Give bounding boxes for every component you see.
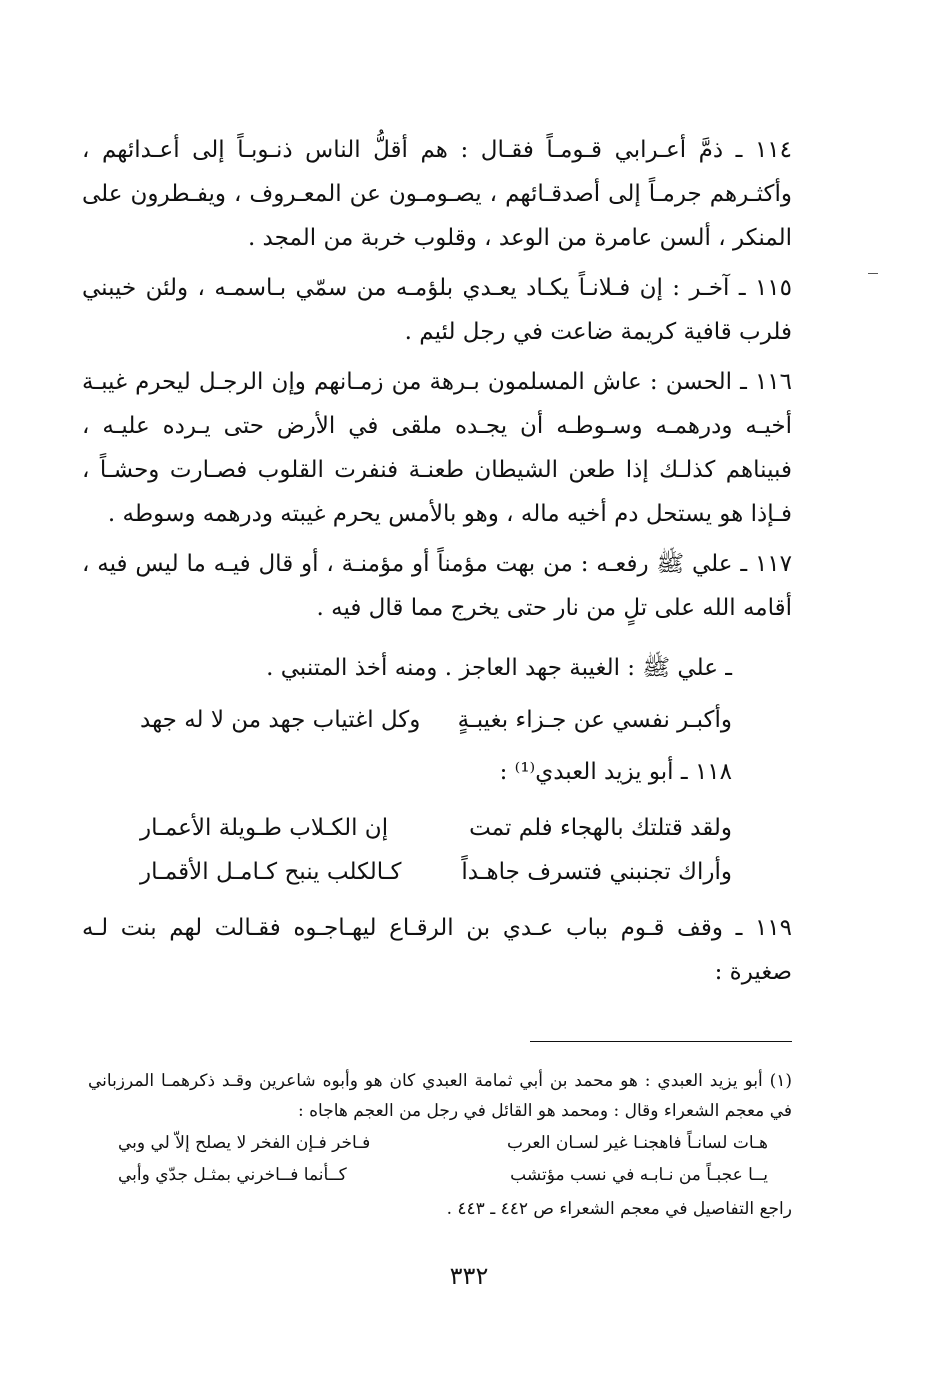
footnote-divider [530,1041,792,1042]
entry-117: ١١٧ ـ علي ﷺ رفعـه : من بهت مؤمناً أو مؤمنـة ، أو قال فيـه ما ليس فيه ، أقامه الله على تلٍ من نار حتى يخرج مما قال فيه . [82,551,792,621]
footnote-hemistich-right: يــا عجبـاً من نـابـه في نسب مؤتشب [510,1165,768,1185]
entry-114: ١١٤ ـ ذمَّ أعـرابي قـومـاً فقـال : هم أقلُّ الناس ذنـوبـاً إلى أعـدائهم ، وأكثـرهم جرمـاً إلى أصدقـائهم ، يصـومـون عن المعـروف ، ويفـطرون على المنكر ، ألسن عامرة من الوعد ، وقلوب خربة من المجد . [82,137,792,251]
entry-116: ١١٦ ـ الحسن : عاش المسلمون بـرهة من زمـانهم وإن الرجـل ليحرم غيبـة أخيـه ودرهمـه وسـوطـه أن يجـده ملقى في الأرض حتى يـرده عليـه ، فبيناهم كذلـك إذا طعن الشيطان طعنـة فنفرت القلوب فصـارت وحشـاً ، فـإذا هو يستحل دم أخيه ماله ، وهو بالأمس يحرم غيبته ودرهمه وسوطه . [82,369,792,527]
verse-abdi-2 [140,850,732,894]
entry-117-ali: ـ علي ﷺ : الغيبة جهد العاجز . ومنه أخذ المتنبي . [266,655,732,681]
verse-hemistich-left: وكل اغتياب جهد من لا له جهد [140,707,421,733]
footnote-hemistich-right: هـات لسانـاً فاهجنـا غير لسـان العرب [507,1133,768,1153]
footnote-hemistich-left: فـاخر فـإن الفخر لا يصلح إلاّ لي وبي [118,1133,371,1153]
margin-mark [868,273,878,274]
main-text [82,128,792,630]
entry-119-block [82,906,792,994]
page-number: ٣٣٢ [449,1262,489,1290]
footnote-reference: راجع التفاصيل في معجم الشعراء ص ٤٤٢ ـ ٤٤٣ . [446,1199,792,1219]
footnote-text: (١) أبو يزيد العبدي : هو محمد بن أبي ثمامة العبدي كان هو وأبوه شاعرين وقـد ذكرهمـا المرزباني في معجم الشعراء وقال : ومحمد هو القائل في رجل من العجم هاجاه : [88,1071,792,1121]
entry-118: ١١٨ ـ أبو يزيد العبدي⁽¹⁾ : [499,759,732,785]
entry-115: ١١٥ ـ آخـر : إن فـلانـاً يكـاد يعـدي بلؤمـه من سمّي بـاسمـه ، ولئن خيبني فلرب قافية كريمة ضاعت في رجل لئيم . [82,275,792,345]
footnote-verse-2 [118,1160,768,1190]
verse-hemistich-right: وأكبـر نفسي عن جـزاء بغيبـةٍ [457,707,732,733]
verse-hemistich-left: كـالكلب ينبح كـامـل الأقمـار [140,859,402,885]
footnote-verse-1 [118,1128,768,1158]
verse-hemistich-right: وأراك تجنبني فتسرف جاهـداً [461,859,732,885]
verse-abdi-1 [140,806,732,850]
verse-hemistich-right: ولقد قتلتك بالهجاء فلم تمت [469,815,732,841]
verse-mutanabbi [140,698,732,742]
footnote-hemistich-left: كــأنما فــاخرني بمثـل جدّي وأبي [118,1165,347,1185]
entry-119: ١١٩ ـ وقف قـوم بباب عـدي بن الرقـاع ليهـاجـوه فقـالت لهم بنت لـه صغيرة : [82,915,792,985]
verse-hemistich-left: إن الكـلاب طـويلة الأعمـار [140,815,389,841]
